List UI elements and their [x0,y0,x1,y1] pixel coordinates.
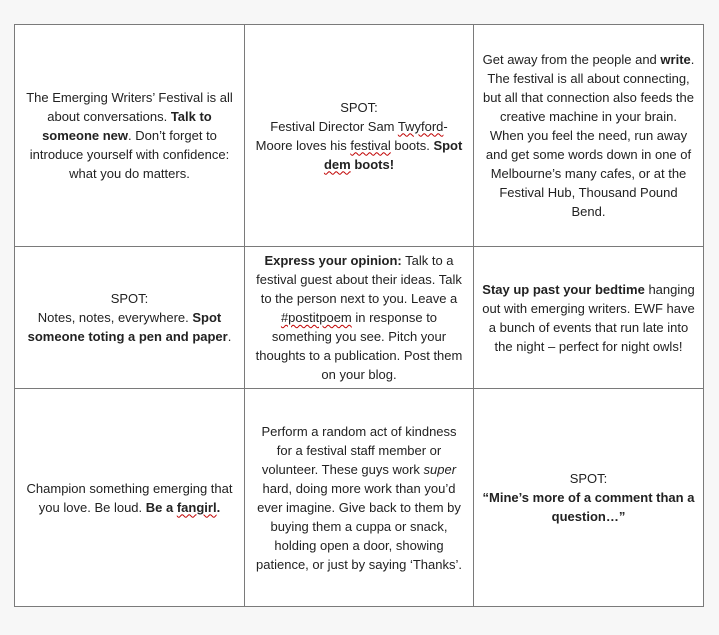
bingo-square-talk-to-someone-new [15,25,245,247]
square-text: . [227,329,232,344]
bingo-square-stay-up-late [474,247,704,389]
bingo-row-1 [15,25,704,247]
spellcheck-word: dem [323,156,351,172]
bingo-square-spot-comment [474,389,704,607]
spellcheck-word: Twyford [397,118,444,134]
spellcheck-word: fangirl [176,499,217,515]
square-text: -Moore loves his [255,118,448,153]
square-text: Festival Director Sam [270,118,398,134]
bingo-square-express-your-opinion [245,247,474,389]
square-text: in response to something you see. Pitch your thoughts to a publication. Post them on your blog. [255,310,463,382]
highlight-part: Spot [433,137,463,153]
spot-label: SPOT: [340,99,378,115]
square-text: Talk to a festival guest about their ideas. Talk to the person next to you. Leave a [256,253,462,306]
highlight-part: Be a [145,499,177,515]
square-highlight: Stay up past your bedtime [482,281,645,297]
square-text: boots. [390,137,434,153]
festival-bingo-card [14,24,704,607]
square-text: Perform a random act of kindness for a festival staff member or volunteer. These guys work [261,423,457,477]
bingo-square-write [474,25,704,247]
square-highlight: Spot someone toting a pen and paper [27,310,228,344]
square-text: The Emerging Writers’ Festival is all about conversations. [26,90,233,124]
square-emphasis: super [423,461,457,477]
square-text: hanging out with emerging writers. EWF have a bunch of events that run late into the night – perfect for night owls! [482,281,695,354]
highlight-part: . [216,499,221,515]
square-text: Notes, notes, everywhere. [37,310,193,325]
square-highlight [146,500,220,515]
square-highlight: Express your opinion: [264,253,402,268]
spellcheck-word: #postitpoem [280,310,352,325]
bingo-square-spot-boots [245,25,474,247]
spot-label: SPOT: [110,291,149,306]
spellcheck-word: festival [350,137,391,153]
square-highlight: “Mine’s more of a comment than a question…” [482,490,695,524]
square-highlight: write [660,52,691,67]
bingo-square-random-act-of-kindness [245,389,474,607]
square-highlight: Talk to someone new [42,109,212,143]
square-text: . The festival is all about connecting, but all that connection also feeds the creative machine in your brain. When you feel the need, run away and get some words down in one of Melbourne’s many cafes, or at the Festival Hub, Thousand Pound Bend. [482,52,695,219]
highlight-part: boots! [350,156,395,172]
square-text: . Don’t forget to introduce yourself with confidence: what you do matters. [29,128,230,181]
square-text: Get away from the people and [482,52,661,67]
bingo-square-champion-something [15,389,245,607]
bingo-row-3 [15,389,704,607]
square-text: hard, doing more work than you’d ever imagine. Give back to them by buying them a cuppa or snack, holding open a door, showing patience, or just by saying ‘Thanks’. [256,480,462,572]
spot-label: SPOT: [569,471,608,486]
square-text: Champion something emerging that you love. Be loud. [26,480,233,515]
bingo-row-2 [15,247,704,389]
bingo-square-spot-pen-and-paper [15,247,245,389]
